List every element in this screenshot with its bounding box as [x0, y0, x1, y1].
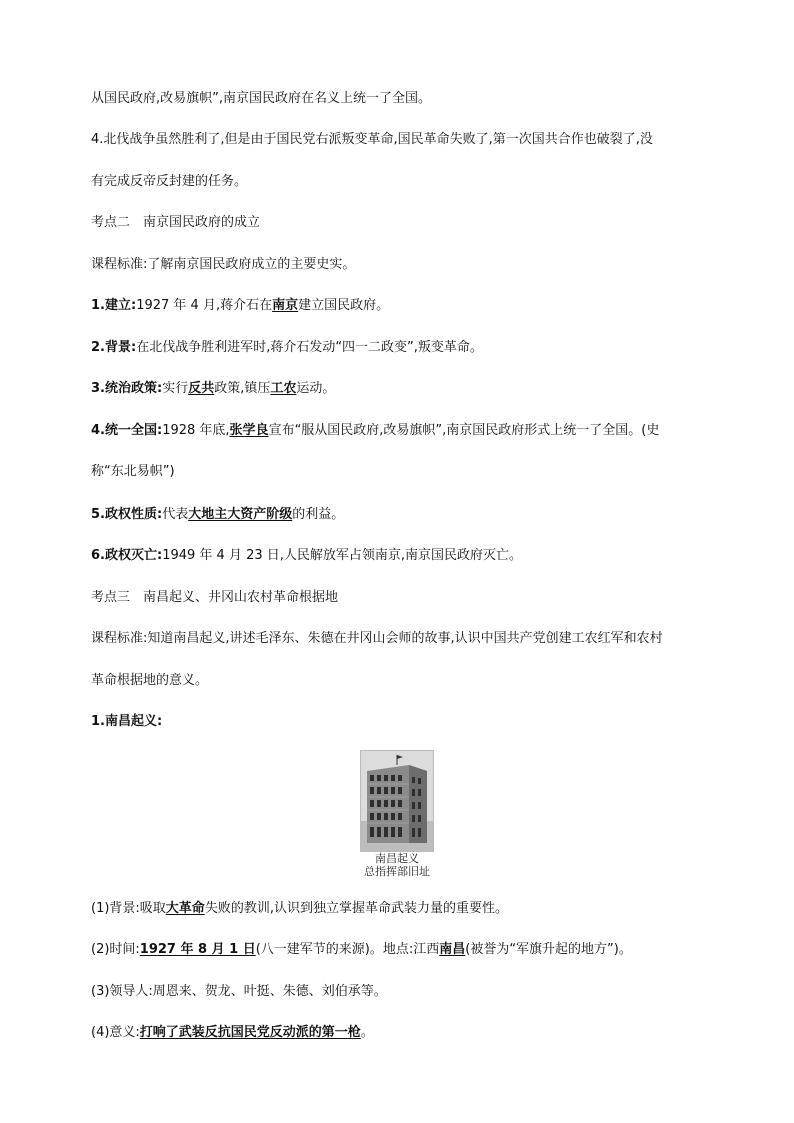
item-nanchang-leaders: (3)领导人:周恩来、贺龙、叶挺、朱德、刘伯承等。	[91, 984, 387, 999]
text-line: 称“东北易帜”)	[91, 464, 175, 479]
key-term: 打响了武装反抗国民党反动派的第一枪	[139, 1025, 361, 1040]
item-text: 1928 年底,	[162, 423, 230, 438]
item-nature	[91, 506, 734, 524]
item-label: 4.统一全国:	[91, 423, 163, 438]
item-nanchang-background	[91, 900, 734, 918]
text-line: 4.北伐战争虽然胜利了,但是由于国民党右派叛变革命,国民革命失败了,第一次国共合作也破裂了,没	[91, 132, 653, 147]
item-label: 6.政权灭亡:	[91, 548, 163, 563]
item-label: 3.统治政策:	[91, 381, 163, 396]
section-heading: 考点二 南京国民政府的成立	[91, 215, 261, 230]
key-term: 大地主大资产阶级	[188, 507, 293, 522]
item-text: 运动。	[296, 381, 336, 396]
item-nanchang-time	[91, 941, 734, 959]
item-text: (被誉为“军旗升起的地方”)。	[465, 942, 632, 957]
item-text: (4)意义:	[91, 1025, 140, 1040]
item-text: 。	[360, 1025, 374, 1040]
item-establish	[91, 297, 734, 315]
key-term: 南京	[272, 298, 299, 313]
caption-line: 南昌起义	[375, 852, 419, 865]
item-text: 在北伐战争胜利进军时,蒋介石发动“四一二政变”,叛变革命。	[136, 340, 483, 355]
item-text: 建立国民政府。	[298, 298, 390, 313]
item-text: (2)时间:	[91, 942, 140, 957]
text-line: 从国民政府,改易旗帜”,南京国民政府在名义上统一了全国。	[91, 91, 431, 106]
nanchang-headquarters-photo	[360, 750, 434, 852]
key-term: 1927 年 8 月 1 日	[139, 942, 256, 957]
item-background	[91, 339, 734, 357]
curriculum-standard: 课程标准:了解南京国民政府成立的主要史实。	[91, 257, 356, 272]
item-text: 1949 年 4 月 23 日,人民解放军占领南京,南京国民政府灭亡。	[162, 548, 523, 563]
item-label: 1.建立:	[91, 298, 137, 313]
item-label: 2.背景:	[91, 340, 137, 355]
item-text: 失败的教训,认识到独立掌握革命武装力量的重要性。	[204, 901, 508, 916]
section-heading: 考点三 南昌起义、井冈山农村革命根据地	[91, 590, 339, 605]
text-line: 有完成反帝反封建的任务。	[91, 174, 248, 189]
item-text: 宣布“服从国民政府,改易旗帜”,南京国民政府形式上统一了全国。(史	[268, 423, 660, 438]
item-text: (八一建军节的来源)。地点:江西	[255, 942, 440, 957]
item-fall	[91, 547, 734, 565]
caption-line: 总指挥部旧址	[364, 865, 430, 878]
item-text: (1)背景:吸取	[91, 901, 166, 916]
item-text: 政策,镇压	[214, 381, 271, 396]
item-nanchang-significance	[91, 1024, 734, 1042]
text-line: 革命根据地的意义。	[91, 673, 209, 688]
building-drawing	[361, 751, 433, 851]
item-text: 代表	[162, 507, 189, 522]
building-image	[360, 750, 434, 852]
item-text: 实行	[162, 381, 189, 396]
key-term: 大革命	[165, 901, 205, 916]
key-term: 张学良	[229, 423, 269, 438]
item-text: 的利益。	[292, 507, 345, 522]
key-term: 反共	[188, 381, 215, 396]
item-unification	[91, 422, 734, 440]
item-text: 1927 年 4 月,蒋介石在	[136, 298, 273, 313]
photo-caption	[352, 852, 442, 878]
item-policy	[91, 380, 734, 398]
item-label: 5.政权性质:	[91, 507, 163, 522]
curriculum-standard: 课程标准:知道南昌起义,讲述毛泽东、朱德在井冈山会师的故事,认识中国共产党创建工农红军和农村	[91, 631, 663, 646]
key-term: 南昌	[439, 942, 466, 957]
subsection-heading: 1.南昌起义:	[91, 714, 163, 729]
key-term: 工农	[270, 381, 297, 396]
